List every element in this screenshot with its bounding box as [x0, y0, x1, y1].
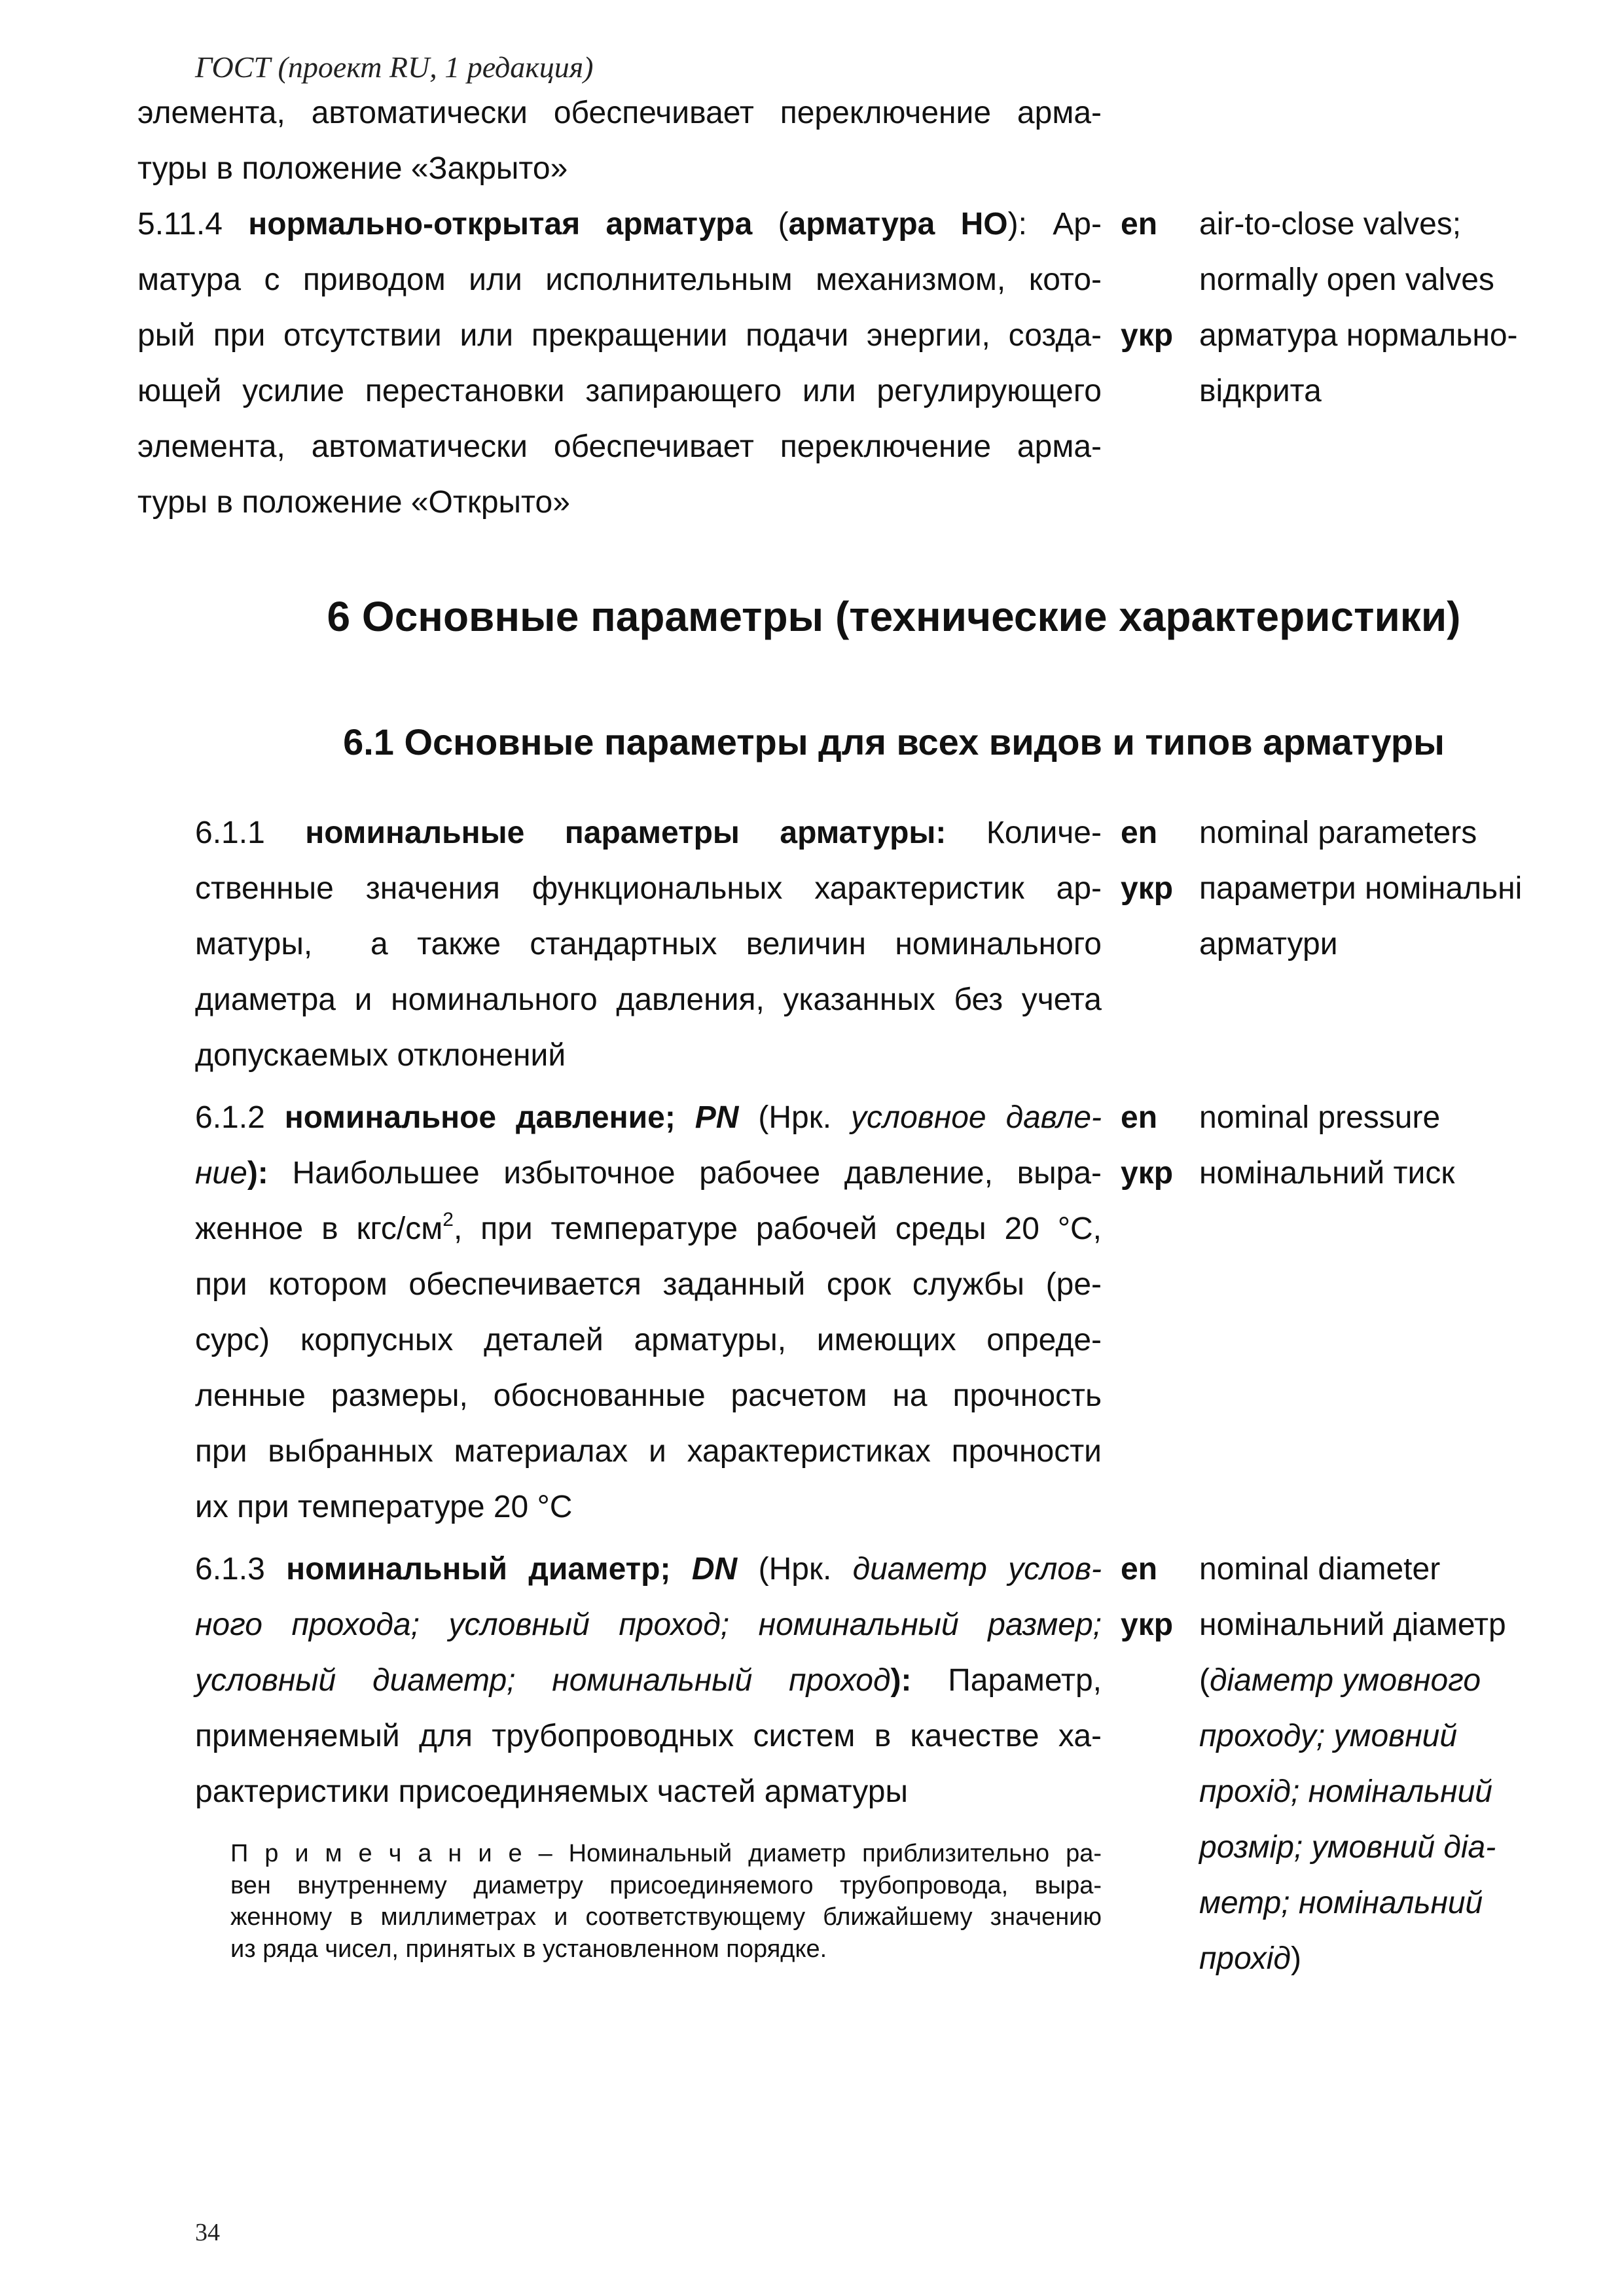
equivalent-uk: метр; номінальний — [1199, 1886, 1483, 1920]
body-line: элемента, автоматически обеспечивает переключение арма- — [137, 429, 1102, 464]
lang-label-en: en — [1121, 207, 1158, 242]
body-line: женное в кгс/$см^2$, при температуре рабочей среды 20 °С, — [195, 1209, 1102, 1246]
body-line: туры в положение «Открыто» — [137, 485, 570, 520]
lang-label-uk: укр — [1121, 318, 1174, 353]
body-line: туры в положение «Закрыто» — [137, 151, 568, 186]
subsection-heading: 6.1 Основные параметры для всех видов и типов арматуры — [343, 721, 1445, 762]
equivalent-uk: прохід; номінальний — [1199, 1774, 1492, 1809]
body-line: применяемый для трубопроводных систем в качестве ха- — [195, 1719, 1102, 1753]
deprecated-term: ного прохода; условный проход; номинальный размер; — [195, 1607, 1102, 1642]
equivalent-en: nominal diameter — [1199, 1552, 1441, 1587]
term-title: номинальные параметры арматуры: — [305, 816, 947, 850]
equivalent-en: air-to-close valves; — [1199, 207, 1462, 242]
body-line: допускаемых отклонений — [195, 1038, 566, 1073]
lang-label-en: en — [1121, 1100, 1158, 1135]
term-number: 6.1.2 — [195, 1100, 285, 1135]
equivalent-uk: номінальний діаметр — [1199, 1607, 1506, 1642]
page-header: ГОСТ (проект RU, 1 редакция) — [195, 50, 594, 84]
note-line: женному в миллиметрах и соответствующему ближайшему значению — [230, 1903, 1102, 1931]
body-line: элемента, автоматически обеспечивает переключение арма- — [137, 96, 1102, 130]
term-synonym: арматура НО — [788, 207, 1008, 242]
deprecated-term: условный диаметр; номинальный проход — [195, 1663, 891, 1698]
term-title: номинальный диаметр; — [286, 1552, 692, 1587]
term-number: 5.11.4 — [137, 207, 249, 242]
equivalent-uk: номінальний тиск — [1199, 1156, 1455, 1191]
term-6-1-3-line: 6.1.3 номинальный диаметр; DN (Нрк. диаметр услов- — [195, 1552, 1102, 1587]
term-6-1-3-line — [195, 1607, 1102, 1643]
body-line: ющей усилие перестановки запирающего или регулирующего — [137, 374, 1102, 408]
lang-label-uk: укр — [1121, 871, 1174, 906]
term-6-1-2-line: 6.1.2 номинальное давление; PN (Нрк. условное давле- — [195, 1100, 1102, 1135]
lang-label-uk: укр — [1121, 1607, 1174, 1642]
note-line: из ряда чисел, принятых в установленном порядке. — [230, 1935, 827, 1963]
body-line: рактеристики присоединяемых частей арматуры — [195, 1774, 908, 1809]
equivalent-en: nominal parameters — [1199, 816, 1477, 850]
equivalent-uk: параметри номінальні — [1199, 871, 1523, 906]
superscript: 2 — [442, 1209, 454, 1230]
term-abbreviation: PN — [695, 1100, 739, 1135]
note-label: П р и м е ч а н и е — [230, 1840, 522, 1867]
body-line: сурс) корпусных деталей арматуры, имеющих опреде- — [195, 1323, 1102, 1357]
deprecated-term: диаметр услов- — [852, 1552, 1102, 1587]
note-block: П р и м е ч а н и е – Номинальный диаметр приблизительно ра- вен внутреннему диаметру присоединяемого трубопровода, выра- женному в миллиметрах и соответствующему ближайшему значению из ряда чисел, принятых в установленном порядке. — [230, 1838, 1102, 1965]
body-line: ленные размеры, обоснованные расчетом на прочность — [195, 1378, 1102, 1413]
term-6-1-2-line: ние): Наибольшее избыточное рабочее давление, выра- — [195, 1156, 1102, 1191]
lang-label-en: en — [1121, 816, 1158, 850]
note-line: вен внутреннему диаметру присоединяемого трубопровода, выра- — [230, 1871, 1102, 1899]
equivalent-uk: арматури — [1199, 927, 1338, 961]
term-title: номинальное давление; — [284, 1100, 695, 1135]
term-6-1-3-line: условный диаметр; номинальный проход): Параметр, — [195, 1663, 1102, 1698]
equivalent-en: normally open valves — [1199, 262, 1494, 297]
section-heading: 6 Основные параметры (технические характеристики) — [327, 593, 1461, 640]
body-line: диаметра и номинального давления, указанных без учета — [195, 982, 1102, 1017]
body-line: их при температуре 20 °С — [195, 1490, 573, 1524]
body-line: матуры, а также стандартных величин номинального — [195, 927, 1102, 961]
body-line: при выбранных материалах и характеристиках прочности — [195, 1434, 1102, 1469]
term-number: 6.1.1 — [195, 816, 265, 850]
equivalent-uk: арматура нормально- — [1199, 318, 1518, 353]
term-abbreviation: DN — [691, 1552, 738, 1587]
deprecated-term: условное давле- — [851, 1100, 1102, 1135]
body-line: рый при отсутствии или прекращении подачи энергии, созда- — [137, 318, 1102, 353]
lang-label-en: en — [1121, 1552, 1158, 1587]
lang-label-uk: укр — [1121, 1156, 1174, 1191]
equivalent-en: nominal pressure — [1199, 1100, 1441, 1135]
equivalent-uk: розмір; умовний діа- — [1199, 1830, 1496, 1865]
body-line: ственные значения функциональных характеристик ар- — [195, 871, 1102, 906]
equivalent-uk: прохід) — [1199, 1941, 1301, 1976]
body-line: при котором обеспечивается заданный срок службы (ре- — [195, 1267, 1102, 1302]
term-6-1-1-line: 6.1.1 номинальные параметры арматуры: Количе- — [195, 816, 1102, 850]
equivalent-uk: проходу; умовний — [1199, 1719, 1458, 1753]
equivalent-uk: відкрита — [1199, 374, 1322, 408]
term-5-11-4-line: 5.11.4 нормально-открытая арматура (арматура НО): Ар- — [137, 207, 1102, 242]
term-title: нормально-открытая арматура — [248, 207, 753, 242]
equivalent-uk: (діаметр умовного — [1199, 1663, 1481, 1698]
body-line: матура с приводом или исполнительным механизмом, кото- — [137, 262, 1102, 297]
term-number: 6.1.3 — [195, 1552, 287, 1587]
page-number: 34 — [195, 2219, 220, 2246]
deprecated-term: ние — [195, 1156, 247, 1191]
